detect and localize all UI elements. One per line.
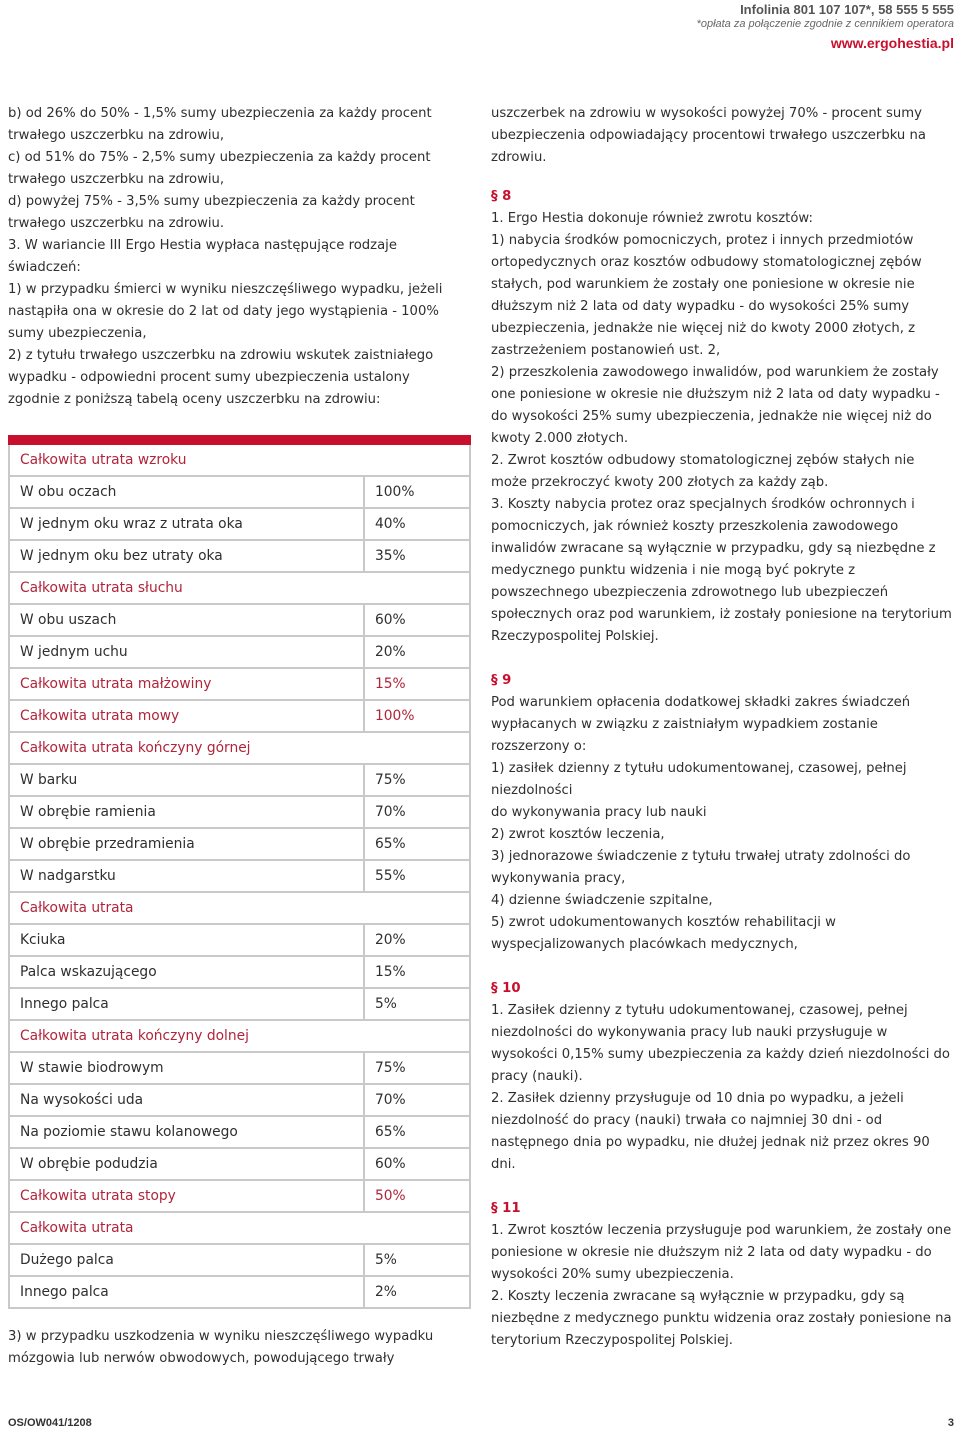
table-cell-value: 15% [364,668,470,700]
table-row [9,604,470,636]
table-cell-value: 70% [364,796,470,828]
table-cell-label: W obrębie przedramienia [9,828,364,860]
table-cell-label: Całkowita utrata kończyny górnej [9,732,470,764]
table-cell-value: 5% [364,1244,470,1276]
table-section-row [9,440,470,476]
left-column [8,103,448,411]
table-cell-label: W obu uszach [9,604,364,636]
table-cell-value: 40% [364,508,470,540]
left-column-continuation [8,1326,458,1370]
table-cell-value: 100% [364,476,470,508]
table-cell-label: Całkowita utrata stopy [9,1180,364,1212]
table-cell-value: 5% [364,988,470,1020]
table-cell-label: Innego palca [9,988,364,1020]
table-section-row [9,1180,470,1212]
paragraph: 2) zwrot kosztów leczenia, [491,827,665,842]
table-cell-label: Całkowita utrata wzroku [9,440,470,476]
paragraph: d) powyżej 75% - 3,5% sumy ubezpieczenia za każdy procent trwałego uszczerbku na zdrowiu. [8,194,415,231]
table-row [9,540,470,572]
table-section-row [9,732,470,764]
paragraph: 2. Zwrot kosztów odbudowy stomatologicznej zębów stałych nie może przekroczyć kwoty 200 złotych za każdy ząb. [491,453,915,490]
page-header [697,2,954,53]
table-cell-value: 100% [364,700,470,732]
right-column [491,103,953,1352]
paragraph: 3) w przypadku uszkodzenia w wyniku nieszczęśliwego wypadku mózgowia lub nerwów obwodowych, powodującego trwały [8,1329,434,1366]
table-row [9,1116,470,1148]
table-row [9,956,470,988]
paragraph: 1) nabycia środków pomocniczych, protez i innych przedmiotów ortopedycznych oraz kosztów odbudowy stomatologicznej zębów stałych, pod warunkiem że zostały one poniesione w okresie nie dłuższym niż 2 lata od daty wypadku - do wysokości 25% sumy ubezpieczenia, jednakże nie więcej niż do kwoty 2000 złotych, z zastrzeżeniem postanowień ust. 2, [491,233,922,358]
paragraph: 2. Zasiłek dzienny przysługuje od 10 dnia po wypadku, a jeżeli niezdolność do pracy (nauki) trwała co najmniej 30 dni - od następnego dnia po wypadku, nie dłużej jednak niż przez okres 90 dni. [491,1091,930,1172]
paragraph: Pod warunkiem opłacenia dodatkowej składki zakres świadczeń wypłacanych w związku z zaistniałym wypadkiem zostanie rozszerzony o: [491,695,911,754]
table-cell-value: 65% [364,828,470,860]
hotline-number: Infolinia 801 107 107*, 58 555 5 555 [740,2,954,17]
table-section-row [9,700,470,732]
table-cell-value: 55% [364,860,470,892]
paragraph: 3. Koszty nabycia protez oraz specjalnych środków ochronnych i pomocniczych, jak również koszty przeszkolenia zawodowego inwalidów zwracane są wyłącznie w przypadku, gdy są niezbędne z medycznego punktu widzenia i nie mogą być pokryte z powszechnego ubezpieczenia zdrowotnego lub ubezpieczeń społecznych oraz pod warunkiem, iż zostały poniesione na terytorium Rzeczypospolitej Polskiej. [491,497,952,644]
paragraph: 1. Zwrot kosztów leczenia przysługuje pod warunkiem, że zostały one poniesione w okresie nie dłuższym niż 2 lata od daty wypadku - do wysokości 20% sumy ubezpieczenia. [491,1223,952,1282]
paragraph: 2. Koszty leczenia zwracane są wyłącznie w przypadku, gdy są niezbędne z medycznego punktu widzenia oraz zostały poniesione na terytorium Rzeczypospolitej Polskiej. [491,1289,952,1348]
section-heading-10: § 10 [491,981,521,996]
table-cell-label: W nadgarstku [9,860,364,892]
section-heading-11: § 11 [491,1201,521,1216]
table-section-row [9,668,470,700]
table-row [9,764,470,796]
table-row [9,1276,470,1308]
table-cell-value: 75% [364,1052,470,1084]
section-heading-9: § 9 [491,673,512,688]
table-cell-label: Na wysokości uda [9,1084,364,1116]
table-row [9,636,470,668]
table-section-row [9,1212,470,1244]
table-cell-value: 60% [364,604,470,636]
table-cell-label: W stawie biodrowym [9,1052,364,1084]
table-row [9,988,470,1020]
table-cell-label: W barku [9,764,364,796]
table-cell-label: Innego palca [9,1276,364,1308]
paragraph: do wykonywania pracy lub nauki [491,805,707,820]
table-cell-value: 15% [364,956,470,988]
table-cell-label: Całkowita utrata kończyny dolnej [9,1020,470,1052]
table-cell-label: Kciuka [9,924,364,956]
table-cell-label: W jednym oku bez utraty oka [9,540,364,572]
table-row [9,924,470,956]
table-row [9,1244,470,1276]
section-heading-8: § 8 [491,189,512,204]
table-cell-value: 65% [364,1116,470,1148]
table-cell-label: Całkowita utrata [9,892,470,924]
hotline-note: *opłata za połączenie zgodnie z cennikiem operatora [696,18,954,30]
document-code: OS/OW041/1208 [8,1417,92,1429]
table-cell-label: Całkowita utrata małżowiny [9,668,364,700]
table-row [9,1052,470,1084]
paragraph: c) od 51% do 75% - 2,5% sumy ubezpieczenia za każdy procent trwałego uszczerbku na zdrowiu, [8,150,431,187]
table-cell-label: Palca wskazującego [9,956,364,988]
table-cell-label: Całkowita utrata mowy [9,700,364,732]
table-cell-label: Na poziomie stawu kolanowego [9,1116,364,1148]
table-cell-label: Całkowita utrata słuchu [9,572,470,604]
paragraph: 5) zwrot udokumentowanych kosztów rehabilitacji w wyspecjalizowanych placówkach medycznych, [491,915,836,952]
paragraph: 2) przeszkolenia zawodowego inwalidów, pod warunkiem że zostały one poniesione w okresie nie dłuższym niż 2 lata od daty wypadku - do wysokości 25% sumy ubezpieczenia, jednakże nie więcej niż do kwoty 2.000 złotych. [491,365,940,446]
paragraph: b) od 26% do 50% - 1,5% sumy ubezpieczenia za każdy procent trwałego uszczerbku na zdrowiu, [8,106,432,143]
page-number: 3 [947,1417,954,1429]
table-cell-label: W obrębie podudzia [9,1148,364,1180]
paragraph: 1) w przypadku śmierci w wyniku nieszczęśliwego wypadku, jeżeli nastąpiła ona w okresie do 2 lat od daty jego wystąpienia - 100% sumy ubezpieczenia, [8,282,443,341]
paragraph: 1. Zasiłek dzienny z tytułu udokumentowanej, czasowej, pełnej niezdolności do wykonywania pracy lub nauki przysługuje w wysokości 0,15% sumy ubezpieczenia za każdy dzień niezdolności do pracy (nauki). [491,1003,950,1084]
paragraph: 1. Ergo Hestia dokonuje również zwrotu kosztów: [491,211,813,226]
paragraph: uszczerbek na zdrowiu w wysokości powyżej 70% - procent sumy ubezpieczenia odpowiadający procentowi trwałego uszczerbku na zdrowiu. [491,106,926,165]
injury-assessment-table [8,435,471,1309]
paragraph: 1) zasiłek dzienny z tytułu udokumentowanej, czasowej, pełnej niezdolności [491,761,907,798]
table-cell-value: 2% [364,1276,470,1308]
table-row [9,796,470,828]
table-row [9,1084,470,1116]
table-section-row [9,572,470,604]
table-cell-value: 70% [364,1084,470,1116]
website-link[interactable]: www.ergohestia.pl [830,35,954,51]
table-cell-label: W jednym uchu [9,636,364,668]
table-row [9,828,470,860]
table-cell-value: 50% [364,1180,470,1212]
table-cell-label: W obrębie ramienia [9,796,364,828]
table-cell-value: 20% [364,636,470,668]
table-cell-value: 35% [364,540,470,572]
table-section-row [9,1020,470,1052]
paragraph: 3) jednorazowe świadczenie z tytułu trwałej utraty zdolności do wykonywania pracy, [491,849,911,886]
table-cell-label: Dużego palca [9,1244,364,1276]
table-cell-label: W obu oczach [9,476,364,508]
table-cell-label: Całkowita utrata [9,1212,470,1244]
paragraph: 3. W wariancie III Ergo Hestia wypłaca następujące rodzaje świadczeń: [8,238,397,275]
table-cell-value: 20% [364,924,470,956]
table-row [9,508,470,540]
table-row [9,1148,470,1180]
table-cell-value: 75% [364,764,470,796]
table-cell-value: 60% [364,1148,470,1180]
table-row [9,860,470,892]
table-section-row [9,892,470,924]
paragraph: 2) z tytułu trwałego uszczerbku na zdrowiu wskutek zaistniałego wypadku - odpowiedni procent sumy ubezpieczenia ustalony zgodnie z poniższą tabelą oceny uszczerbku na zdrowiu: [8,348,434,407]
table-cell-label: W jednym oku wraz z utrata oka [9,508,364,540]
paragraph: 4) dzienne świadczenie szpitalne, [491,893,713,908]
table-row [9,476,470,508]
